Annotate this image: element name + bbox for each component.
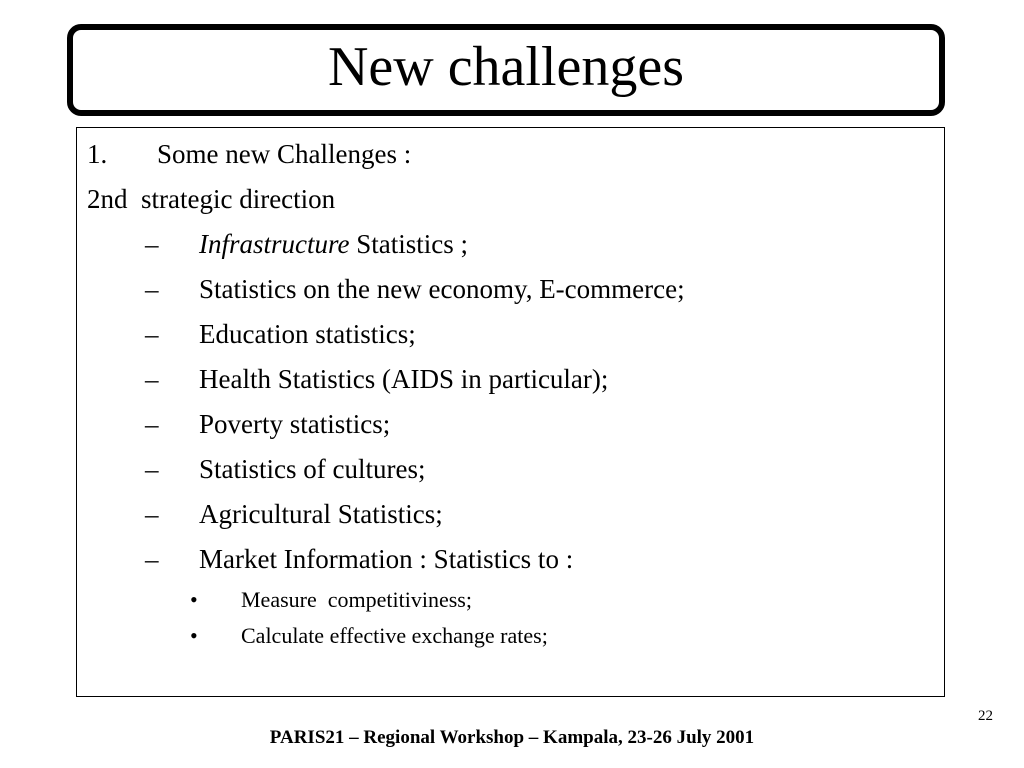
item-10-marker: – <box>145 544 159 574</box>
item-5-text: Education statistics; <box>199 319 416 349</box>
item-3-marker: – <box>145 229 159 259</box>
item-7-text: Poverty statistics; <box>199 409 391 439</box>
item-4-marker: – <box>145 274 159 304</box>
page-number: 22 <box>978 708 993 724</box>
item-8-marker: – <box>145 454 159 484</box>
item-10-text: Market Information : Statistics to : <box>199 544 574 574</box>
item-2-text: 2nd strategic direction <box>87 184 336 214</box>
item-3-line <box>199 231 468 258</box>
item-1-marker: 1. <box>87 139 108 169</box>
item-3-text: Statistics ; <box>349 229 469 259</box>
item-8-text: Statistics of cultures; <box>199 454 426 484</box>
slide-title: New challenges <box>327 36 685 98</box>
item-3-italic: Infrastructure <box>199 229 350 259</box>
item-11-text: Measure competitiviness; <box>241 587 472 612</box>
item-12-text: Calculate effective exchange rates; <box>241 623 548 648</box>
item-5-marker: – <box>145 319 159 349</box>
footer: PARIS21 – Regional Workshop – Kampala, 23-26 July 2001 <box>269 727 755 748</box>
item-6-marker: – <box>145 364 159 394</box>
content-box <box>76 127 945 697</box>
item-9-marker: – <box>145 499 159 529</box>
item-9-text: Agricultural Statistics; <box>199 499 443 529</box>
item-4-text: Statistics on the new economy, E-commerce; <box>199 274 685 304</box>
title-box <box>67 24 945 116</box>
item-6-text: Health Statistics (AIDS in particular); <box>199 364 609 394</box>
item-7-marker: – <box>145 409 159 439</box>
item-11-marker: • <box>190 587 198 612</box>
item-1-text: Some new Challenges : <box>157 139 412 169</box>
item-12-marker: • <box>190 623 198 648</box>
